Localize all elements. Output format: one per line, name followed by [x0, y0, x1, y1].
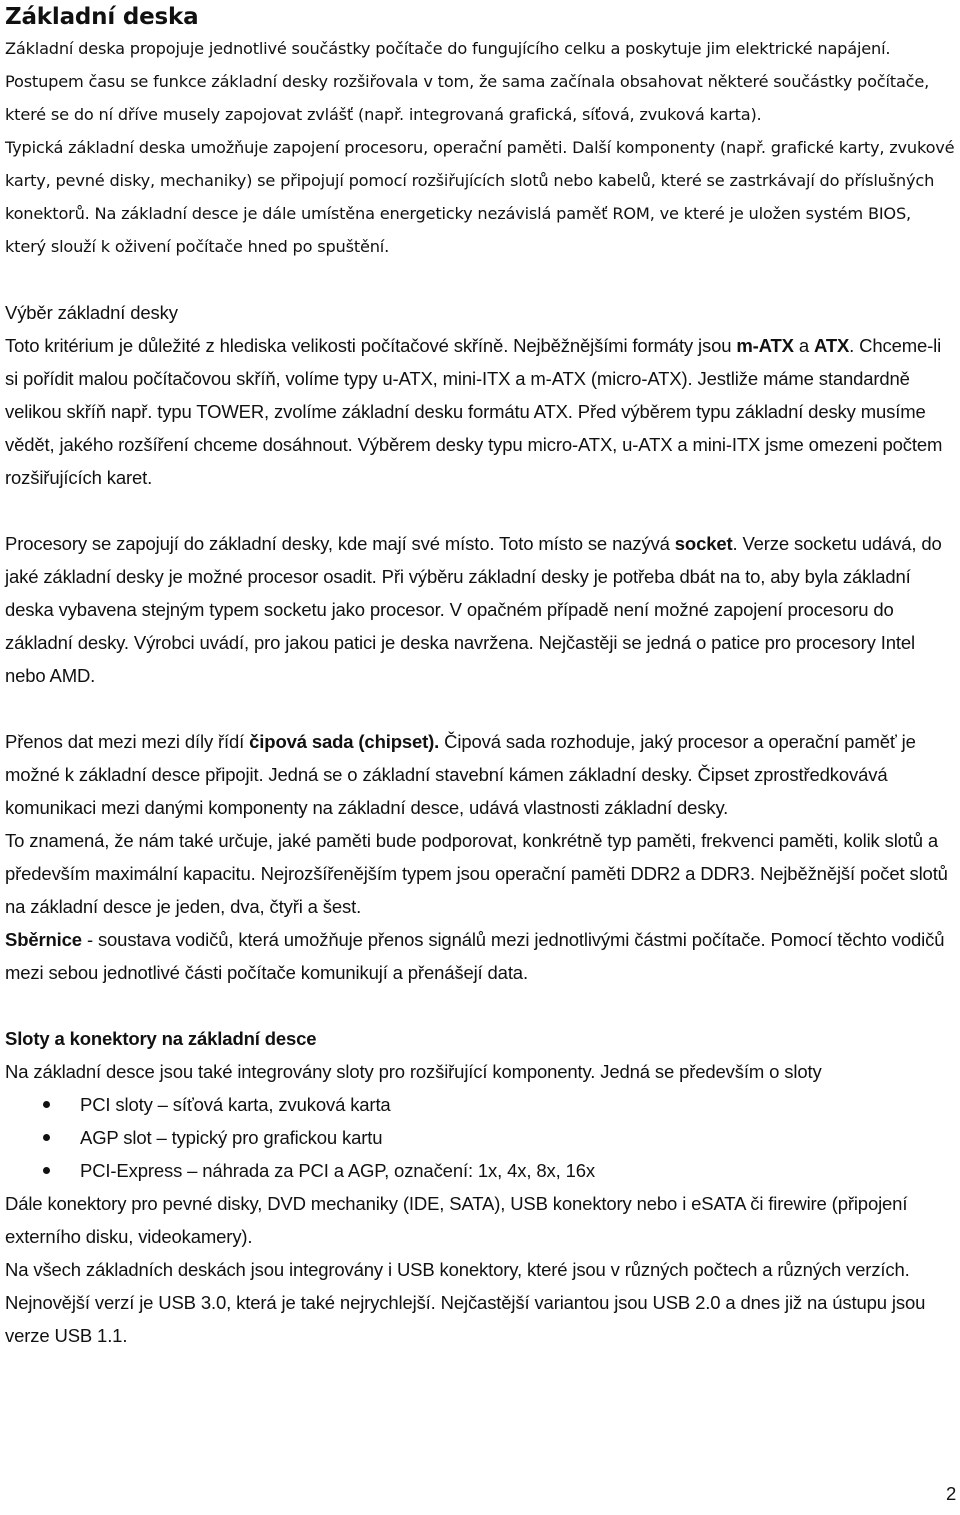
bullet-icon — [43, 1167, 50, 1174]
selection-text-3: . Chceme-li si pořídit malou počítačovou skříň, volíme typy u-ATX, mini-ITX a m-ATX (micro-ATX). Jestliže máme standardně velikou skříň např. typu TOWER, zvolíme základní desku formátu ATX. Před výběrem typu základní desky musíme vědět, jakého rozšíření chceme dosáhnout. Výběrem desky typu micro-ATX, u-ATX a mini-ITX jsme omezeni počtem rozšiřujících karet. — [5, 335, 943, 488]
slots-intro: Na základní desce jsou také integrovány sloty pro rozšiřující komponenty. Jedná se především o sloty — [5, 1061, 822, 1082]
socket-text-2: . Verze socketu udává, do jaké základní desky je možné procesor osadit. Při výběru základní desky je potřeba dbát na to, aby byla základní deska vybavena stejným typem socketu jako procesor. V opačném případě není možné zapojení procesoru do základní desky. Výrobci uvádí, pro jakou patici je deska navržena. Nejčastěji se jedná o patice pro procesory Intel nebo AMD. — [5, 533, 942, 686]
bullet-icon — [43, 1101, 50, 1108]
spacer — [5, 989, 955, 1022]
selection-text-1: Toto kritérium je důležité z hlediska velikosti počítačové skříně. Nejběžnějšími formáty jsou — [5, 335, 737, 356]
memory-paragraph: To znamená, že nám také určuje, jaké paměti bude podporovat, konkrétně typ paměti, frekvenci paměti, kolik slotů a především maximální kapacitu. Nejrozšířenějším typem jsou operační paměti DDR2 a DDR3. Nejběžnější počet slotů na základní desce je jeden, dva, čtyři a šest. — [5, 830, 948, 917]
bus-paragraph — [5, 923, 955, 989]
list-item — [5, 1121, 955, 1154]
spacer — [5, 692, 955, 725]
typical-board-paragraph: Typická základní deska umožňuje zapojení procesoru, operační paměti. Další komponenty (např. grafické karty, zvukové karty, pevné disky, mechaniky) se připojují pomocí rozšiřujících slotů nebo kabelů, které se zastrkávají do příslušných konektorů. Na základní desce je dále umístěna energeticky nezávislá paměť ROM, ve které je uložen systém BIOS, který slouží k oživení počítače hned po spuštění. — [5, 138, 955, 256]
selection-paragraph — [5, 329, 955, 494]
chipset-paragraph — [5, 725, 955, 824]
list-item-text: PCI sloty – síťová karta, zvuková karta — [80, 1094, 391, 1115]
spacer — [5, 263, 955, 296]
usb-paragraph: Na všech základních deskách jsou integrovány i USB konektory, které jsou v různých počtech a různých verzích. Nejnovější verzí je USB 3.0, která je také nejrychlejší. Nejčastější variantou jsou USB 2.0 a dnes již na ústupu jsou verze USB 1.1. — [5, 1259, 926, 1346]
document-page — [5, 0, 955, 1352]
selection-text-2: a — [793, 335, 814, 356]
bus-term: Sběrnice — [5, 929, 82, 950]
slots-heading-text: Sloty a konektory na základní desce — [5, 1028, 317, 1049]
list-item-text: AGP slot – typický pro grafickou kartu — [80, 1127, 383, 1148]
chipset-term: čipová sada (chipset). — [249, 731, 440, 752]
list-item-text: PCI-Express – náhrada za PCI a AGP, označení: 1x, 4x, 8x, 16x — [80, 1160, 595, 1181]
intro-paragraph: Základní deska propojuje jednotlivé součástky počítače do fungujícího celku a poskytuje jim elektrické napájení. Postupem času se funkce základní desky rozšiřovala v tom, že sama začínala obsahovat některé součástky počítače, které se do ní dříve musely zapojovat zvlášť (např. integrovaná grafická, síťová, zvuková karta). — [5, 39, 930, 124]
document-title: Základní deska — [5, 4, 199, 30]
bus-text: - soustava vodičů, která umožňuje přenos signálů mezi jednotlivými částmi počítače. Pomocí těchto vodičů mezi sebou jednotlivé části počítače komunikují a přenášejí data. — [5, 929, 945, 983]
list-item — [5, 1088, 955, 1121]
list-item — [5, 1154, 955, 1187]
selection-heading: Výběr základní desky — [5, 302, 178, 323]
spacer — [5, 494, 955, 527]
slots-list — [5, 1088, 955, 1187]
socket-text-1: Procesory se zapojují do základní desky, kde mají své místo. Toto místo se nazývá — [5, 533, 675, 554]
chipset-text-2: Čipová sada rozhoduje, jaký procesor a operační paměť je možné k základní desce připojit. Jedná se o základní stavební kámen základní desky. Čipset zprostředkovává komunikaci mezi danými komponenty na základní desce, udává vlastnosti základní desky. — [5, 731, 916, 818]
page-number: 2 — [946, 1483, 957, 1504]
chipset-text-1: Přenos dat mezi mezi díly řídí — [5, 731, 250, 752]
socket-term: socket — [674, 533, 733, 554]
format-m-atx: m-ATX — [736, 335, 794, 356]
format-atx: ATX — [813, 335, 850, 356]
slots-heading — [5, 1022, 955, 1055]
bullet-icon — [43, 1134, 50, 1141]
socket-paragraph — [5, 527, 955, 692]
connectors-paragraph: Dále konektory pro pevné disky, DVD mechaniky (IDE, SATA), USB konektory nebo i eSATA či firewire (připojení externího disku, videokamery). — [5, 1193, 908, 1247]
